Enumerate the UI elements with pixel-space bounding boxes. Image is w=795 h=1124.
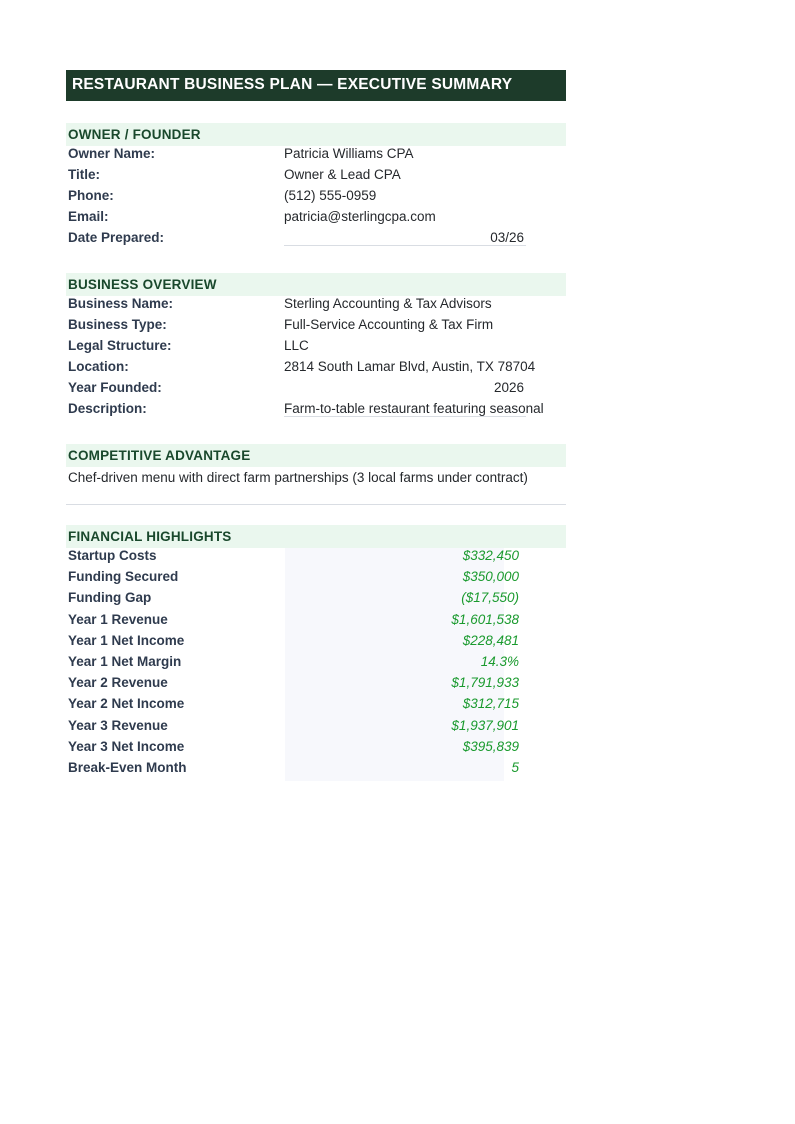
row-value: patricia@sterlingcpa.com [284,209,436,224]
row-value: LLC [284,338,309,353]
table-row [66,718,566,739]
section-header-financial-highlights: FINANCIAL HIGHLIGHTS [66,525,566,548]
row-label: Description: [68,401,147,416]
row-label: Year 1 Net Margin [68,653,182,669]
row-value: Patricia Williams CPA [284,146,414,161]
row-value: 2814 South Lamar Blvd, Austin, TX 78704 [284,359,536,374]
row-value: 03/26 [284,230,526,246]
business-overview-rows [66,296,566,422]
row-label: Legal Structure: [68,338,172,353]
table-row [66,548,566,569]
table-row [66,675,566,696]
row-value: Sterling Accounting & Tax Advisors [284,296,492,311]
table-row [66,317,566,338]
row-label: Year 3 Net Income [68,738,185,754]
table-row [66,612,566,633]
row-value: 5 [511,759,519,775]
document-title-banner: RESTAURANT BUSINESS PLAN — EXECUTIVE SUMMARY [66,70,566,101]
table-row [66,338,566,359]
row-value: $1,791,933 [451,675,519,691]
table-row [66,401,566,422]
row-label: Date Prepared: [68,230,165,245]
row-value: $1,937,901 [451,717,519,733]
row-label: Phone: [68,188,114,203]
table-row [66,359,566,380]
table-row [66,590,566,611]
table-row [66,230,566,251]
row-label: Year Founded: [68,380,162,395]
table-row [66,654,566,675]
row-value: $350,000 [462,569,519,585]
table-row [66,569,566,590]
row-label: Year 2 Net Income [68,696,185,712]
row-label: Business Name: [68,296,174,311]
row-label: Break-Even Month [68,759,187,775]
row-value: $228,481 [462,632,519,648]
table-row [66,633,566,654]
section-financial-highlights [66,525,566,781]
row-value: 2026 [493,380,524,395]
row-value: $312,715 [462,696,519,712]
row-value: $332,450 [462,548,519,563]
table-row [66,696,566,717]
row-label: Year 1 Revenue [68,611,168,627]
table-row [66,146,566,167]
section-header-competitive-advantage: COMPETITIVE ADVANTAGE [66,444,566,467]
executive-summary-sheet [66,70,566,781]
row-value: $1,601,538 [451,611,519,627]
table-row [66,760,566,781]
section-header-business-overview: BUSINESS OVERVIEW [66,273,566,296]
row-label: Owner Name: [68,146,156,161]
row-value: Owner & Lead CPA [284,167,401,182]
row-label: Business Type: [68,317,167,332]
row-value: Farm-to-table restaurant featuring seasonal [284,401,544,416]
row-label: Startup Costs [68,548,157,563]
row-label: Funding Secured [68,569,179,585]
row-label: Location: [68,359,129,374]
row-value: (512) 555-0959 [284,188,377,203]
section-divider [66,504,566,505]
table-row [66,296,566,317]
table-row [66,739,566,760]
row-value: ($17,550) [461,590,519,606]
table-row [66,188,566,209]
section-competitive-advantage [66,444,566,505]
financial-highlights-rows [66,548,566,781]
table-row [66,380,566,401]
row-label: Email: [68,209,109,224]
row-value: $395,839 [462,738,519,754]
competitive-advantage-text: Chef-driven menu with direct farm partnerships (3 local farms under contract) [68,470,528,485]
row-label: Title: [68,167,101,182]
owner-founder-rows [66,146,566,251]
section-header-owner-founder: OWNER / FOUNDER [66,123,566,146]
row-label: Year 1 Net Income [68,632,185,648]
row-value: Full-Service Accounting & Tax Firm [284,317,494,332]
table-row [66,167,566,188]
table-row [66,209,566,230]
section-owner-founder [66,123,566,251]
row-value: 14.3% [480,653,519,669]
row-label: Funding Gap [68,590,152,606]
section-business-overview [66,273,566,422]
row-label: Year 2 Revenue [68,675,168,691]
row-label: Year 3 Revenue [68,717,168,733]
